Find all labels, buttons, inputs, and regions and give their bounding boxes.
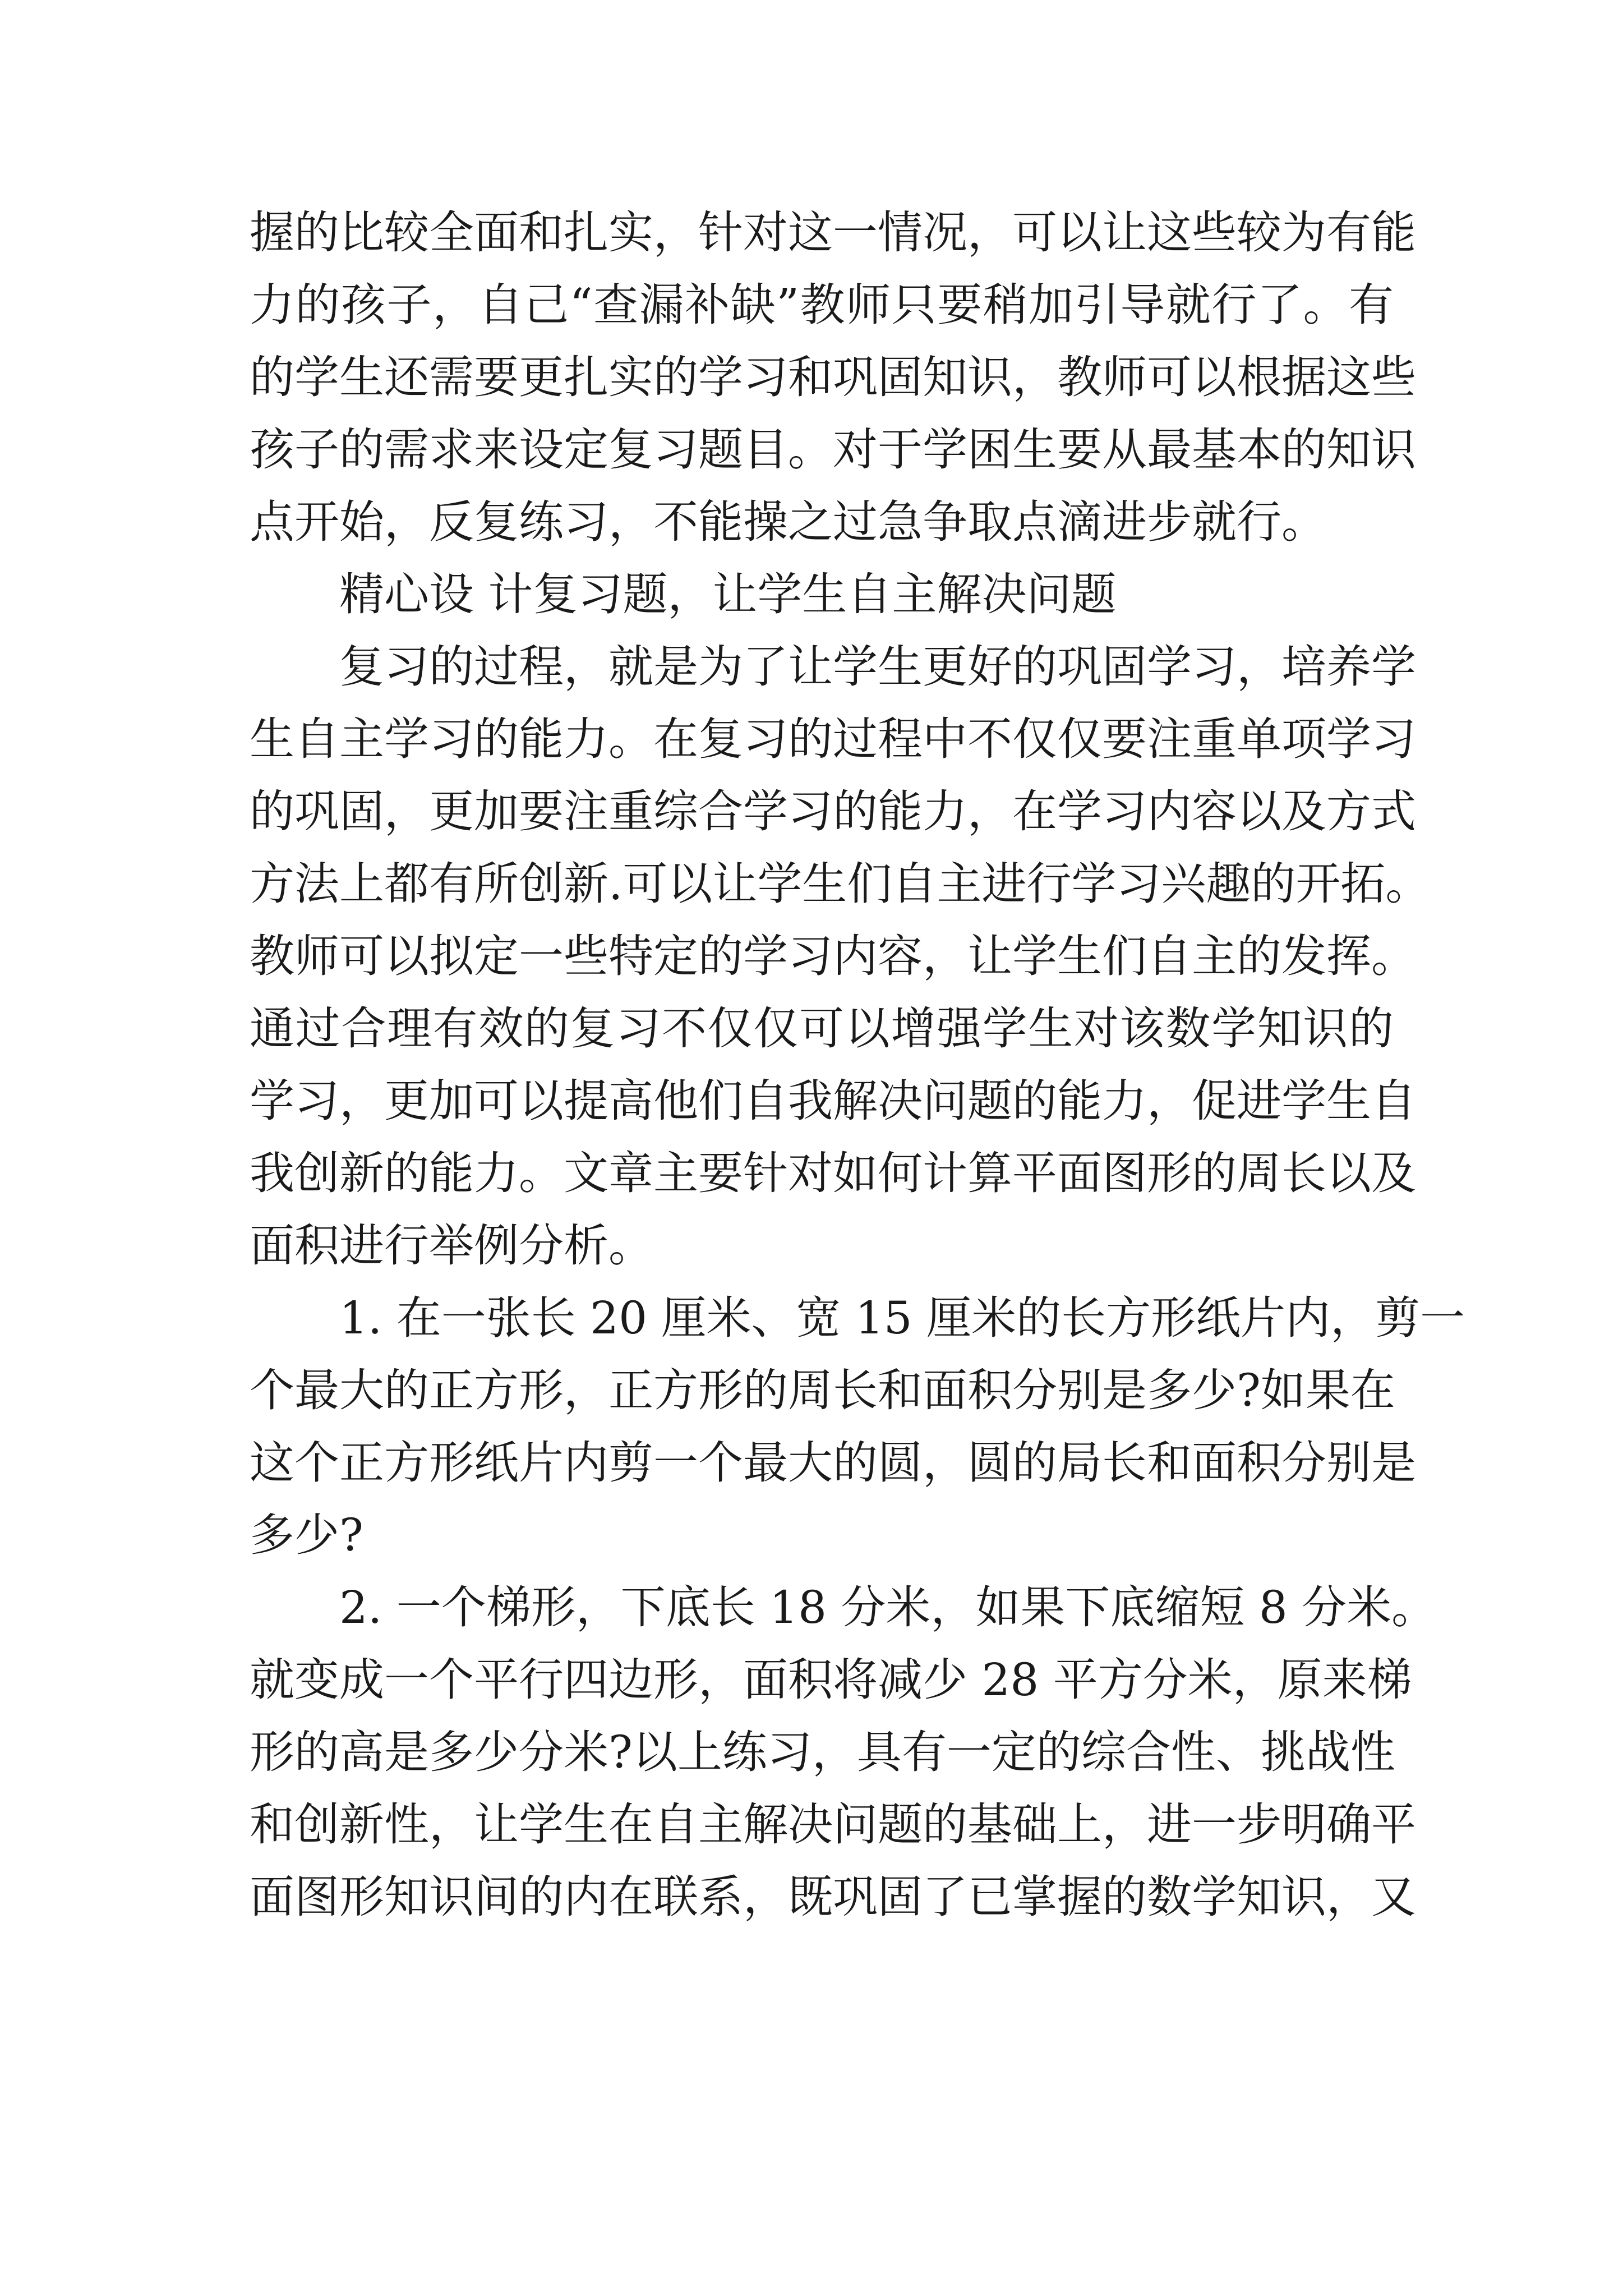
text-line: 孩子的需求来设定复习题目。对于学困生要从最基本的知识 (250, 424, 1416, 476)
text-line: 教师可以拟定一些特定的学习内容，让学生们自主的发挥。 (250, 930, 1416, 982)
text-line: 形的高是多少分米?以上练习，具有一定的综合性、挑战性 (250, 1726, 1395, 1778)
text-line: 面图形知识间的内在联系，既巩固了已掌握的数学知识，又 (250, 1871, 1416, 1923)
exercise-1-line: 这个正方形纸片内剪一个最大的圆，圆的局长和面积分别是 (250, 1437, 1416, 1489)
text-line: 生自主学习的能力。在复习的过程中不仅仅要注重单项学习 (250, 713, 1416, 765)
text-line: 力的孩子，自己“查漏补缺”教师只要稍加引导就行了。有 (250, 279, 1394, 331)
section-heading: 精心设 计复习题，让学生自主解决问题 (339, 568, 1117, 620)
exercise-1-line: 个最大的正方形，正方形的周长和面积分别是多少?如果在 (250, 1364, 1395, 1416)
text-line: 方法上都有所创新.可以让学生们自主进行学习兴趣的开拓。 (250, 858, 1431, 910)
exercise-1-line: 多少? (250, 1509, 363, 1561)
text-line: 的学生还需要更扎实的学习和巩固知识，教师可以根据这些 (250, 351, 1416, 403)
text-line: 点开始，反复练习，不能操之过急争取点滴进步就行。 (250, 496, 1326, 548)
exercise-2-line: 2. 一个梯形，下底长 18 分米，如果下底缩短 8 分米。 (339, 1581, 1437, 1634)
text-line: 面积进行举例分析。 (250, 1220, 653, 1272)
exercise-2-line: 就变成一个平行四边形，面积将减少 28 平方分米，原来梯 (250, 1654, 1412, 1706)
text-line: 我创新的能力。文章主要针对如何计算平面图形的周长以及 (250, 1147, 1416, 1199)
exercise-1-line: 1. 在一张长 20 厘米、宽 15 厘米的长方形纸片内，剪一 (339, 1292, 1465, 1344)
body-text (250, 196, 1465, 1933)
text-line: 握的比较全面和扎实，针对这一情况，可以让这些较为有能 (250, 206, 1416, 259)
text-line: 学习，更加可以提高他们自我解决问题的能力，促进学生自 (250, 1075, 1416, 1127)
text-line: 复习的过程，就是为了让学生更好的巩固学习，培养学 (339, 641, 1416, 693)
text-line: 通过合理有效的复习不仅仅可以增强学生对该数学知识的 (250, 1002, 1394, 1055)
text-line: 的巩固，更加要注重综合学习的能力，在学习内容以及方式 (250, 785, 1416, 838)
text-line: 和创新性，让学生在自主解决问题的基础上，进一步明确平 (250, 1798, 1416, 1851)
